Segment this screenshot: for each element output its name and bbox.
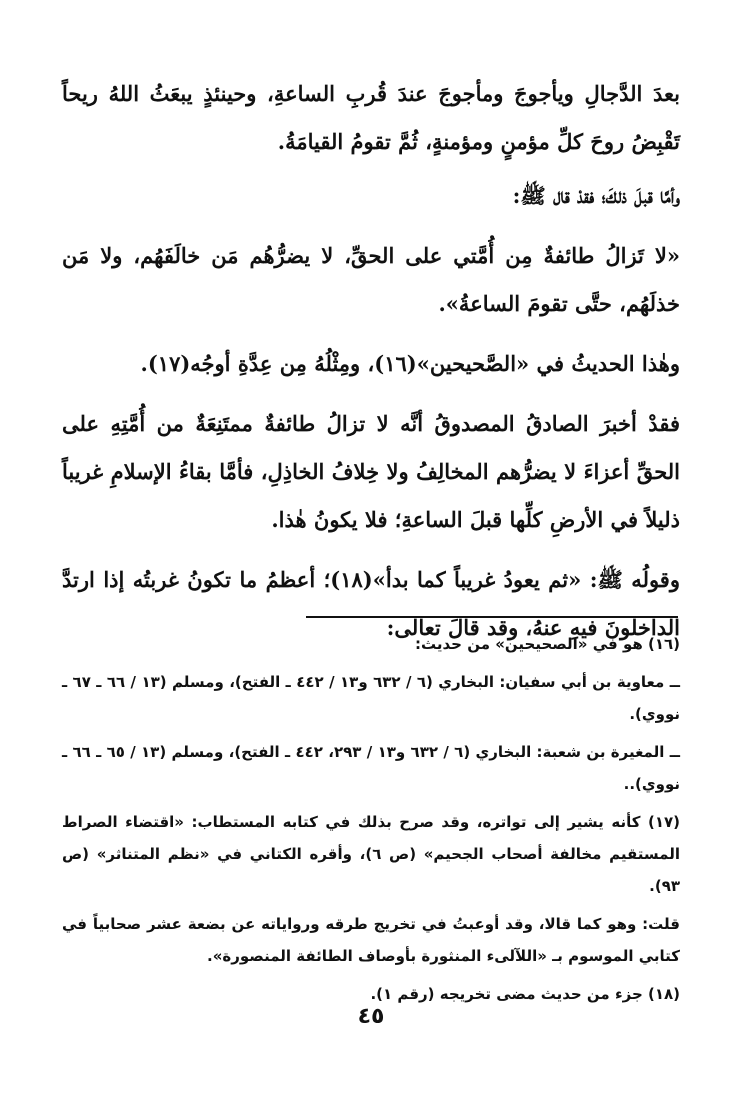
paragraph-4: وهٰذا الحديثُ في «الصَّحيحين»(١٦)، ومِثْلُهُ مِن عِدَّةِ أوجُه(١٧). [140,351,680,376]
footnote-16-intro: (١٦) هو في «الصحيحين» من حديث: [414,635,680,653]
paragraph-1: بعدَ الدَّجالِ ويأجوجَ ومأجوجَ عندَ قُربِ الساعةِ، وحينئذٍ يبعَثُ اللهُ ريحاً تَقْبِضُ روحَ كلِّ مؤمنٍ ومؤمنةٍ، ثُمَّ تقومُ القيامَةُ. [62,81,680,154]
footnote-17-note: قلت: وهو كما قالا، وقد أوعبتُ في تخريج طرقه ورواياته عن بضعة عشر صحابياً في كتابي الموسوم بـ «اللآلىء المنثورة بأوصاف الطائفة المنصورة». [62,915,680,965]
footnote-18: (١٨) جزء من حديث مضى تخريجه (رقم ١). [370,985,680,1003]
footnote-16-b: ــ المغيرة بن شعبة: البخاري (٦ / ٦٣٢ و١٣ / ٢٩٣، ٤٤٢ ـ الفتح)، ومسلم (١٣ / ٦٥ ـ ٦٦ ـ نووي).. [62,743,680,793]
footnotes [62,628,680,1016]
main-text [62,70,680,658]
footnote-17: (١٧) كأنه يشير إلى تواتره، وقد صرح بذلك في كتابه المستطاب: «اقتضاء الصراط المستقيم مخالفة أصحاب الجحيم» (ص ٦)، وأقره الكتاني في «نظم المتناثر» (ص ٩٣). [62,813,680,895]
footnote-divider [306,616,678,618]
footnote-16-a: ــ معاوية بن أبي سفيان: البخاري (٦ / ٦٣٢ و١٣ / ٤٤٢ ـ الفتح)، ومسلم (١٣ / ٦٦ ـ ٦٧ ـ نووي). [62,673,680,723]
hadith-quote: «لا تَزالُ طائفةٌ مِن أُمَّتي على الحقِّ، لا يضرُّهُم مَن خالَفَهُم، ولا مَن خذلَهُم، حتَّى تقومَ الساعةُ». [62,243,680,316]
page-number: ٤٥ [357,1004,385,1029]
paragraph-5: فقدْ أخبرَ الصادقُ المصدوقُ أنَّه لا تزالُ طائفةٌ ممتَنِعَةٌ من أُمَّتِهِ على الحقِّ أعزاءَ لا يضرُّهم المخالِفُ ولا خِلافُ الخاذِلِ، فأمَّا بقاءُ الإسلامِ غريباً ذليلاً في الأرضِ كلِّها قبلَ الساعةِ؛ فلا يكونُ هٰذا. [62,411,680,532]
paragraph-6: وقولُه ﷺ: «ثم يعودُ غريباً كما بدأ»(١٨)؛ أعظمُ ما تكونُ غربتُه إذا ارتدَّ الداخلونَ فيهِ عنهُ، وقد قالَ تعالى: [62,567,680,640]
paragraph-2: وأمَّا قبلَ ذلكَ؛ فقدْ قال ﷺ: [512,183,680,208]
